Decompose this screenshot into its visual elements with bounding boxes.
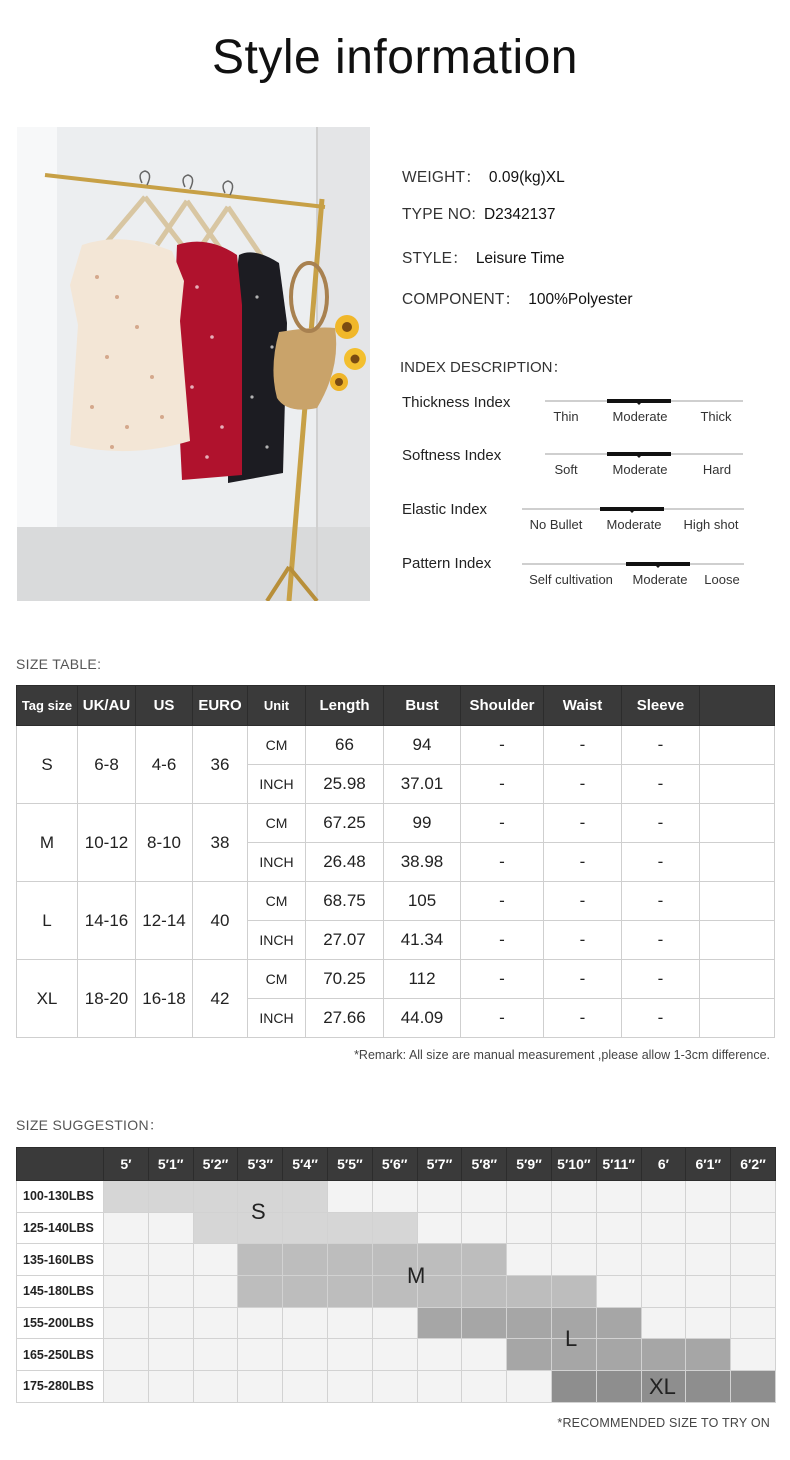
scale-label-low: Thin bbox=[553, 409, 579, 424]
size-zone-m: M bbox=[407, 1263, 426, 1288]
height-header-row bbox=[17, 1148, 776, 1181]
scale-label-high: Loose bbox=[704, 572, 740, 587]
length-cell: 67.25 bbox=[306, 804, 384, 843]
scale-marker bbox=[626, 562, 690, 566]
scale-marker bbox=[600, 507, 664, 511]
grid-cell bbox=[731, 1371, 776, 1403]
weight-row bbox=[17, 1339, 776, 1371]
col-header: Waist bbox=[544, 686, 622, 726]
grid-cell bbox=[507, 1181, 552, 1213]
height-header: 5′9″ bbox=[507, 1148, 552, 1181]
grid-cell bbox=[238, 1339, 283, 1371]
grid-cell bbox=[462, 1181, 507, 1213]
tag-size: XL bbox=[17, 960, 78, 1038]
grid-cell bbox=[148, 1244, 193, 1276]
col-header: US bbox=[136, 686, 193, 726]
grid-cell bbox=[104, 1212, 149, 1244]
waist-cell: - bbox=[544, 765, 622, 804]
height-header: 5′1″ bbox=[148, 1148, 193, 1181]
table-row bbox=[17, 882, 775, 921]
length-cell: 26.48 bbox=[306, 843, 384, 882]
weight-label: 135-160LBS bbox=[17, 1244, 104, 1276]
euro-size: 42 bbox=[193, 960, 248, 1038]
scale-label-low: Self cultivation bbox=[529, 572, 613, 587]
pattern-index-scale bbox=[522, 563, 744, 591]
empty-cell bbox=[700, 726, 775, 765]
size-zone-l: L bbox=[565, 1326, 578, 1351]
col-header: Unit bbox=[248, 686, 306, 726]
elastic-index-label: Elastic Index bbox=[402, 501, 488, 518]
grid-cell bbox=[372, 1307, 417, 1339]
table-row bbox=[17, 960, 775, 999]
bust-cell: 37.01 bbox=[384, 765, 461, 804]
unit-cell: CM bbox=[248, 960, 306, 999]
size-zone-xl: XL bbox=[649, 1374, 676, 1399]
height-header: 5′11″ bbox=[596, 1148, 641, 1181]
grid-cell bbox=[596, 1371, 641, 1403]
table-row bbox=[17, 726, 775, 765]
elastic-index-scale bbox=[522, 508, 744, 536]
grid-cell bbox=[507, 1307, 552, 1339]
grid-cell bbox=[417, 1371, 462, 1403]
grid-cell bbox=[104, 1276, 149, 1308]
grid-cell bbox=[686, 1212, 731, 1244]
size-suggestion-label: SIZE SUGGESTION： bbox=[16, 1117, 164, 1133]
grid-cell bbox=[641, 1276, 686, 1308]
weight-label: 165-250LBS bbox=[17, 1339, 104, 1371]
empty-cell bbox=[700, 921, 775, 960]
grid-cell bbox=[104, 1339, 149, 1371]
grid-cell bbox=[731, 1244, 776, 1276]
bust-cell: 41.34 bbox=[384, 921, 461, 960]
grid-cell bbox=[104, 1244, 149, 1276]
sleeve-cell: - bbox=[622, 882, 700, 921]
waist-cell: - bbox=[544, 999, 622, 1038]
us-size: 8-10 bbox=[136, 804, 193, 882]
height-header: 5′2″ bbox=[193, 1148, 238, 1181]
grid-cell bbox=[372, 1339, 417, 1371]
grid-cell bbox=[641, 1181, 686, 1213]
size-table-label: SIZE TABLE: bbox=[16, 656, 102, 672]
unit-cell: INCH bbox=[248, 999, 306, 1038]
grid-cell bbox=[327, 1181, 372, 1213]
sleeve-cell: - bbox=[622, 726, 700, 765]
grid-cell bbox=[462, 1371, 507, 1403]
table-row bbox=[17, 804, 775, 843]
grid-cell bbox=[507, 1244, 552, 1276]
grid-cell bbox=[193, 1181, 238, 1213]
height-header: 5′10″ bbox=[551, 1148, 596, 1181]
size-suggestion-grid bbox=[16, 1147, 776, 1403]
empty-cell bbox=[700, 804, 775, 843]
weight-label: 100-130LBS bbox=[17, 1181, 104, 1213]
weight-label: 145-180LBS bbox=[17, 1276, 104, 1308]
height-header: 5′7″ bbox=[417, 1148, 462, 1181]
height-header: 5′4″ bbox=[283, 1148, 328, 1181]
scale-label-low: Soft bbox=[554, 462, 578, 477]
grid-cell bbox=[193, 1339, 238, 1371]
shoulder-cell: - bbox=[461, 960, 544, 999]
grid-cell bbox=[327, 1244, 372, 1276]
grid-cell bbox=[462, 1276, 507, 1308]
softness-index-scale bbox=[545, 453, 743, 481]
weight-label: 125-140LBS bbox=[17, 1212, 104, 1244]
grid-cell bbox=[686, 1181, 731, 1213]
col-header-empty bbox=[700, 686, 775, 726]
grid-cell bbox=[193, 1307, 238, 1339]
empty-cell bbox=[700, 765, 775, 804]
grid-cell bbox=[417, 1307, 462, 1339]
unit-cell: INCH bbox=[248, 843, 306, 882]
grid-cell bbox=[507, 1371, 552, 1403]
scale-label-high: High shot bbox=[683, 517, 739, 532]
grid-cell bbox=[596, 1307, 641, 1339]
grid-cell bbox=[238, 1371, 283, 1403]
grid-cell bbox=[283, 1212, 328, 1244]
grid-cell bbox=[193, 1212, 238, 1244]
grid-cell bbox=[686, 1371, 731, 1403]
shoulder-cell: - bbox=[461, 843, 544, 882]
weight-row bbox=[17, 1276, 776, 1308]
grid-cell bbox=[283, 1276, 328, 1308]
uk-size: 6-8 bbox=[78, 726, 136, 804]
grid-cell bbox=[238, 1307, 283, 1339]
uk-size: 10-12 bbox=[78, 804, 136, 882]
tag-size: L bbox=[17, 882, 78, 960]
grid-cell bbox=[641, 1212, 686, 1244]
height-header: 5′5″ bbox=[327, 1148, 372, 1181]
grid-cell bbox=[238, 1276, 283, 1308]
col-header: Bust bbox=[384, 686, 461, 726]
grid-cell bbox=[327, 1212, 372, 1244]
grid-cell bbox=[731, 1212, 776, 1244]
sleeve-cell: - bbox=[622, 921, 700, 960]
grid-cell bbox=[283, 1371, 328, 1403]
grid-cell bbox=[551, 1181, 596, 1213]
height-header: 5′3″ bbox=[238, 1148, 283, 1181]
waist-cell: - bbox=[544, 921, 622, 960]
size-zone-s: S bbox=[251, 1199, 266, 1224]
grid-cell bbox=[596, 1212, 641, 1244]
grid-cell bbox=[551, 1212, 596, 1244]
scale-label-mid: Moderate bbox=[606, 517, 662, 532]
softness-index-label: Softness Index bbox=[402, 447, 502, 464]
scale-marker bbox=[607, 399, 671, 403]
shoulder-cell: - bbox=[461, 765, 544, 804]
empty-cell bbox=[700, 960, 775, 999]
scale-label-mid: Moderate bbox=[612, 462, 668, 477]
shoulder-cell: - bbox=[461, 804, 544, 843]
unit-cell: INCH bbox=[248, 921, 306, 960]
scale-label-mid: Moderate bbox=[632, 572, 688, 587]
size-table bbox=[16, 685, 775, 1038]
grid-cell bbox=[731, 1276, 776, 1308]
sleeve-cell: - bbox=[622, 843, 700, 882]
grid-cell bbox=[417, 1181, 462, 1213]
tag-size: S bbox=[17, 726, 78, 804]
grid-cell bbox=[462, 1339, 507, 1371]
us-size: 12-14 bbox=[136, 882, 193, 960]
grid-cell bbox=[551, 1276, 596, 1308]
grid-cell bbox=[641, 1307, 686, 1339]
grid-cell bbox=[641, 1244, 686, 1276]
bust-cell: 112 bbox=[384, 960, 461, 999]
grid-cell bbox=[686, 1276, 731, 1308]
scale-label-low: No Bullet bbox=[529, 517, 583, 532]
grid-cell bbox=[372, 1371, 417, 1403]
length-cell: 70.25 bbox=[306, 960, 384, 999]
weight-row bbox=[17, 1181, 776, 1213]
bust-cell: 44.09 bbox=[384, 999, 461, 1038]
bust-cell: 105 bbox=[384, 882, 461, 921]
waist-cell: - bbox=[544, 843, 622, 882]
grid-cell bbox=[104, 1181, 149, 1213]
empty-cell bbox=[700, 843, 775, 882]
height-header: 5′8″ bbox=[462, 1148, 507, 1181]
grid-cell bbox=[596, 1276, 641, 1308]
length-cell: 25.98 bbox=[306, 765, 384, 804]
grid-cell bbox=[148, 1339, 193, 1371]
unit-cell: CM bbox=[248, 882, 306, 921]
col-header: Length bbox=[306, 686, 384, 726]
index-description-title: INDEX DESCRIPTION： bbox=[400, 359, 568, 376]
uk-size: 18-20 bbox=[78, 960, 136, 1038]
corner-header bbox=[17, 1148, 104, 1181]
grid-cell bbox=[283, 1307, 328, 1339]
product-photo bbox=[17, 127, 370, 601]
scale-label-high: Hard bbox=[702, 462, 732, 477]
grid-cell bbox=[731, 1307, 776, 1339]
size-table-header bbox=[17, 686, 775, 726]
shoulder-cell: - bbox=[461, 921, 544, 960]
grid-cell bbox=[193, 1371, 238, 1403]
us-size: 4-6 bbox=[136, 726, 193, 804]
grid-cell bbox=[686, 1244, 731, 1276]
grid-cell bbox=[417, 1339, 462, 1371]
empty-cell bbox=[700, 999, 775, 1038]
grid-cell bbox=[596, 1339, 641, 1371]
grid-cell bbox=[148, 1307, 193, 1339]
shoulder-cell: - bbox=[461, 999, 544, 1038]
length-cell: 27.66 bbox=[306, 999, 384, 1038]
unit-cell: CM bbox=[248, 804, 306, 843]
weight-row bbox=[17, 1212, 776, 1244]
waist-cell: - bbox=[544, 726, 622, 765]
length-cell: 27.07 bbox=[306, 921, 384, 960]
grid-cell bbox=[104, 1307, 149, 1339]
grid-cell bbox=[193, 1276, 238, 1308]
scale-marker bbox=[607, 452, 671, 456]
us-size: 16-18 bbox=[136, 960, 193, 1038]
height-header: 5′ bbox=[104, 1148, 149, 1181]
sleeve-cell: - bbox=[622, 765, 700, 804]
col-header: Tag size bbox=[17, 686, 78, 726]
height-header: 5′6″ bbox=[372, 1148, 417, 1181]
grid-cell bbox=[462, 1244, 507, 1276]
col-header: EURO bbox=[193, 686, 248, 726]
euro-size: 40 bbox=[193, 882, 248, 960]
scale-label-mid: Moderate bbox=[612, 409, 668, 424]
attr-weight: WEIGHT： 0.09(kg)XL bbox=[402, 169, 565, 186]
grid-cell bbox=[372, 1212, 417, 1244]
grid-cell bbox=[104, 1371, 149, 1403]
grid-cell bbox=[596, 1181, 641, 1213]
grid-cell bbox=[462, 1307, 507, 1339]
grid-cell bbox=[283, 1339, 328, 1371]
waist-cell: - bbox=[544, 804, 622, 843]
grid-cell bbox=[193, 1244, 238, 1276]
grid-cell bbox=[327, 1276, 372, 1308]
grid-cell bbox=[327, 1307, 372, 1339]
unit-cell: INCH bbox=[248, 765, 306, 804]
grid-cell bbox=[641, 1339, 686, 1371]
sleeve-cell: - bbox=[622, 960, 700, 999]
grid-cell bbox=[731, 1181, 776, 1213]
weight-row bbox=[17, 1244, 776, 1276]
grid-cell bbox=[372, 1181, 417, 1213]
unit-cell: CM bbox=[248, 726, 306, 765]
grid-cell bbox=[283, 1244, 328, 1276]
grid-cell bbox=[148, 1371, 193, 1403]
length-cell: 68.75 bbox=[306, 882, 384, 921]
grid-cell bbox=[148, 1212, 193, 1244]
height-header: 6′1″ bbox=[686, 1148, 731, 1181]
height-header: 6′2″ bbox=[731, 1148, 776, 1181]
grid-cell bbox=[327, 1371, 372, 1403]
attr-component: COMPONENT： 100%Polyester bbox=[402, 291, 633, 308]
scale-label-high: Thick bbox=[700, 409, 732, 424]
tag-size: M bbox=[17, 804, 78, 882]
col-header: UK/AU bbox=[78, 686, 136, 726]
weight-row bbox=[17, 1307, 776, 1339]
euro-size: 36 bbox=[193, 726, 248, 804]
recommend-note: *RECOMMENDED SIZE TO TRY ON bbox=[557, 1416, 770, 1430]
grid-cell bbox=[283, 1181, 328, 1213]
euro-size: 38 bbox=[193, 804, 248, 882]
grid-cell bbox=[507, 1339, 552, 1371]
weight-label: 175-280LBS bbox=[17, 1371, 104, 1403]
grid-cell bbox=[686, 1339, 731, 1371]
sleeve-cell: - bbox=[622, 804, 700, 843]
col-header: Shoulder bbox=[461, 686, 544, 726]
page-title: Style information bbox=[212, 31, 578, 84]
grid-cell bbox=[148, 1276, 193, 1308]
weight-label: 155-200LBS bbox=[17, 1307, 104, 1339]
grid-cell bbox=[551, 1371, 596, 1403]
thickness-index-scale bbox=[545, 400, 743, 428]
grid-cell bbox=[507, 1212, 552, 1244]
col-header: Sleeve bbox=[622, 686, 700, 726]
remark-note: *Remark: All size are manual measurement ,please allow 1-3cm difference. bbox=[354, 1048, 770, 1062]
grid-cell bbox=[596, 1244, 641, 1276]
grid-cell bbox=[731, 1339, 776, 1371]
sleeve-cell: - bbox=[622, 999, 700, 1038]
bust-cell: 38.98 bbox=[384, 843, 461, 882]
grid-cell bbox=[462, 1212, 507, 1244]
grid-cell bbox=[507, 1276, 552, 1308]
grid-cell bbox=[686, 1307, 731, 1339]
height-header: 6′ bbox=[641, 1148, 686, 1181]
attr-style: STYLE： Leisure Time bbox=[402, 250, 565, 267]
thickness-index-label: Thickness Index bbox=[402, 394, 511, 411]
length-cell: 66 bbox=[306, 726, 384, 765]
grid-cell bbox=[551, 1244, 596, 1276]
empty-cell bbox=[700, 882, 775, 921]
uk-size: 14-16 bbox=[78, 882, 136, 960]
grid-cell bbox=[148, 1181, 193, 1213]
attr-type-no: TYPE NO: D2342137 bbox=[402, 206, 556, 223]
grid-cell bbox=[327, 1339, 372, 1371]
grid-cell bbox=[238, 1244, 283, 1276]
shoulder-cell: - bbox=[461, 726, 544, 765]
pattern-index-label: Pattern Index bbox=[402, 555, 492, 572]
shoulder-cell: - bbox=[461, 882, 544, 921]
grid-cell bbox=[417, 1212, 462, 1244]
waist-cell: - bbox=[544, 960, 622, 999]
bust-cell: 94 bbox=[384, 726, 461, 765]
waist-cell: - bbox=[544, 882, 622, 921]
bust-cell: 99 bbox=[384, 804, 461, 843]
